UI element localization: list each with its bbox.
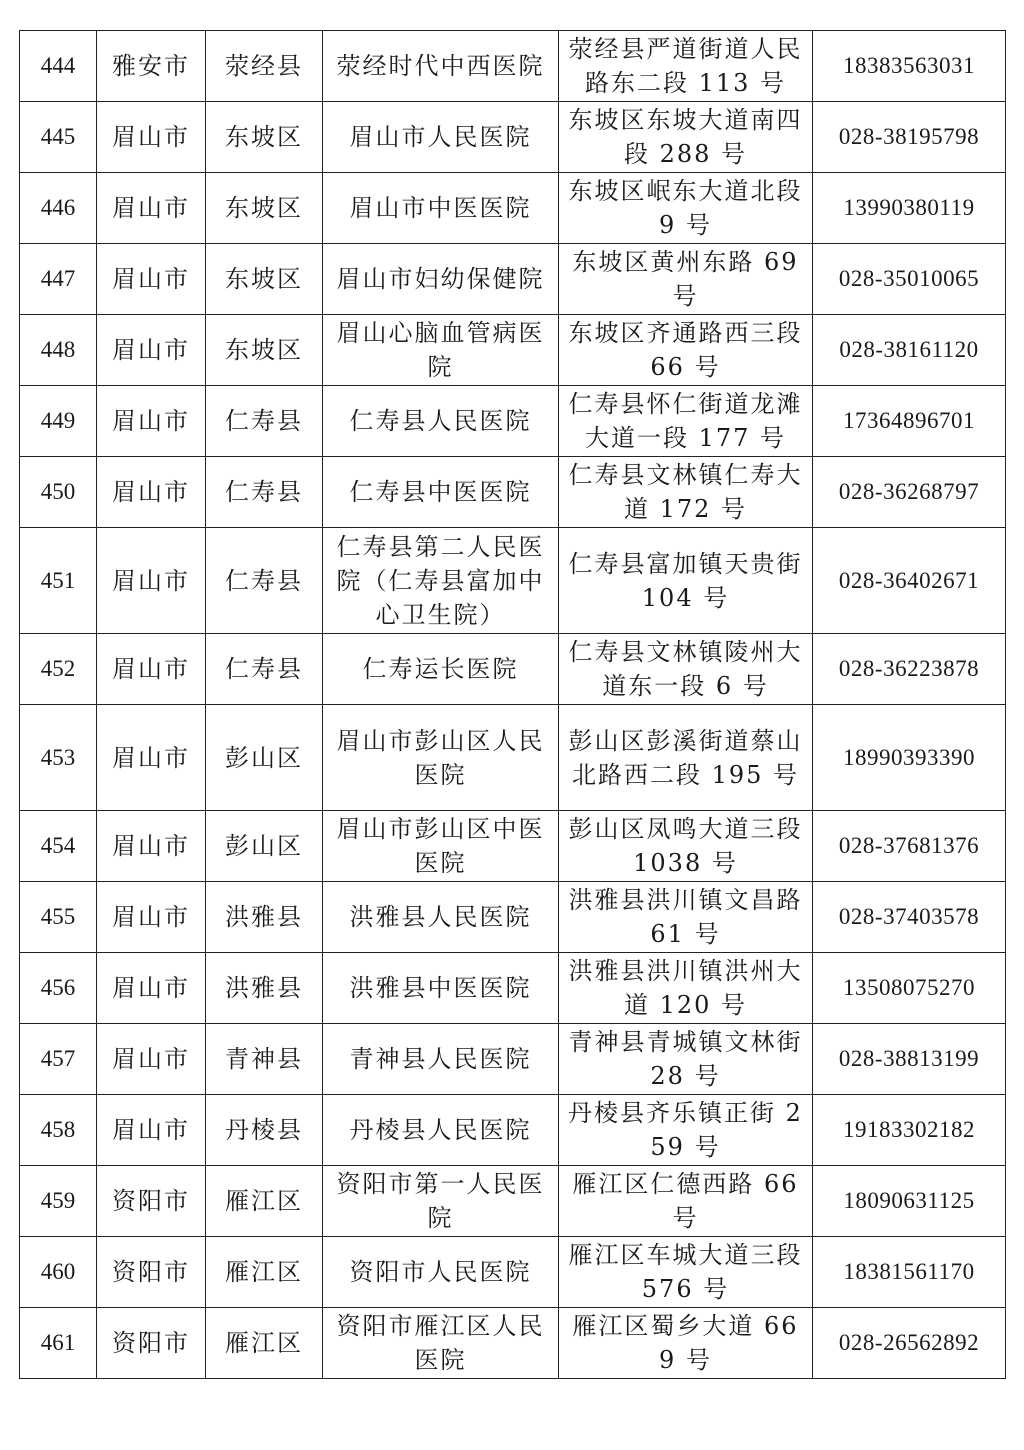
city-cell: 眉山市 <box>97 315 206 386</box>
hospital-name-cell: 资阳市人民医院 <box>323 1237 559 1308</box>
hospital-name-cell: 眉山心脑血管病医院 <box>323 315 559 386</box>
county-cell: 洪雅县 <box>206 953 323 1024</box>
phone-cell: 17364896701 <box>813 386 1006 457</box>
county-cell: 仁寿县 <box>206 528 323 634</box>
county-cell: 仁寿县 <box>206 634 323 705</box>
row-number-cell: 461 <box>20 1308 97 1379</box>
row-number-cell: 456 <box>20 953 97 1024</box>
phone-cell: 028-35010065 <box>813 244 1006 315</box>
table-row <box>20 1166 1006 1237</box>
address-cell: 雁江区仁德西路 66 号 <box>559 1166 813 1237</box>
county-cell: 洪雅县 <box>206 882 323 953</box>
row-number-cell: 452 <box>20 634 97 705</box>
row-number-cell: 450 <box>20 457 97 528</box>
phone-cell: 028-38813199 <box>813 1024 1006 1095</box>
table-row <box>20 315 1006 386</box>
city-cell: 眉山市 <box>97 102 206 173</box>
address-cell: 东坡区齐通路西三段 66 号 <box>559 315 813 386</box>
city-cell: 资阳市 <box>97 1308 206 1379</box>
county-cell: 雁江区 <box>206 1237 323 1308</box>
phone-cell: 19183302182 <box>813 1095 1006 1166</box>
county-cell: 青神县 <box>206 1024 323 1095</box>
row-number-cell: 458 <box>20 1095 97 1166</box>
phone-cell: 028-37681376 <box>813 811 1006 882</box>
row-number-cell: 457 <box>20 1024 97 1095</box>
table-row <box>20 634 1006 705</box>
city-cell: 眉山市 <box>97 1024 206 1095</box>
row-number-cell: 445 <box>20 102 97 173</box>
address-cell: 荥经县严道街道人民路东二段 113 号 <box>559 31 813 102</box>
hospital-name-cell: 资阳市雁江区人民医院 <box>323 1308 559 1379</box>
table-row <box>20 882 1006 953</box>
phone-cell: 18990393390 <box>813 705 1006 811</box>
county-cell: 雁江区 <box>206 1166 323 1237</box>
row-number-cell: 446 <box>20 173 97 244</box>
address-cell: 彭山区凤鸣大道三段 1038 号 <box>559 811 813 882</box>
row-number-cell: 459 <box>20 1166 97 1237</box>
hospital-name-cell: 资阳市第一人民医院 <box>323 1166 559 1237</box>
table-row <box>20 1237 1006 1308</box>
table-row <box>20 1308 1006 1379</box>
county-cell: 仁寿县 <box>206 457 323 528</box>
phone-cell: 18381561170 <box>813 1237 1006 1308</box>
address-cell: 洪雅县洪川镇文昌路 61 号 <box>559 882 813 953</box>
county-cell: 东坡区 <box>206 173 323 244</box>
table-row <box>20 457 1006 528</box>
address-cell: 雁江区车城大道三段 576 号 <box>559 1237 813 1308</box>
row-number-cell: 447 <box>20 244 97 315</box>
county-cell: 东坡区 <box>206 315 323 386</box>
address-cell: 仁寿县文林镇仁寿大道 172 号 <box>559 457 813 528</box>
row-number-cell: 455 <box>20 882 97 953</box>
hospital-name-cell: 仁寿县中医医院 <box>323 457 559 528</box>
address-cell: 东坡区黄州东路 69 号 <box>559 244 813 315</box>
county-cell: 丹棱县 <box>206 1095 323 1166</box>
county-cell: 仁寿县 <box>206 386 323 457</box>
table-row <box>20 1095 1006 1166</box>
address-cell: 青神县青城镇文林街 28 号 <box>559 1024 813 1095</box>
address-cell: 东坡区岷东大道北段 9 号 <box>559 173 813 244</box>
table-row <box>20 31 1006 102</box>
table-row <box>20 1024 1006 1095</box>
table-body <box>20 31 1006 1379</box>
address-cell: 彭山区彭溪街道蔡山北路西二段 195 号 <box>559 705 813 811</box>
hospital-name-cell: 眉山市彭山区人民医院 <box>323 705 559 811</box>
hospital-name-cell: 仁寿运长医院 <box>323 634 559 705</box>
row-number-cell: 453 <box>20 705 97 811</box>
phone-cell: 13990380119 <box>813 173 1006 244</box>
hospital-name-cell: 眉山市中医医院 <box>323 173 559 244</box>
row-number-cell: 444 <box>20 31 97 102</box>
address-cell: 东坡区东坡大道南四段 288 号 <box>559 102 813 173</box>
table-row <box>20 173 1006 244</box>
city-cell: 眉山市 <box>97 1095 206 1166</box>
table-row <box>20 953 1006 1024</box>
row-number-cell: 449 <box>20 386 97 457</box>
city-cell: 眉山市 <box>97 634 206 705</box>
phone-cell: 18090631125 <box>813 1166 1006 1237</box>
row-number-cell: 454 <box>20 811 97 882</box>
hospital-name-cell: 眉山市彭山区中医医院 <box>323 811 559 882</box>
phone-cell: 13508075270 <box>813 953 1006 1024</box>
city-cell: 眉山市 <box>97 244 206 315</box>
phone-cell: 028-36223878 <box>813 634 1006 705</box>
table-row <box>20 528 1006 634</box>
hospital-name-cell: 荥经时代中西医院 <box>323 31 559 102</box>
city-cell: 眉山市 <box>97 528 206 634</box>
phone-cell: 028-26562892 <box>813 1308 1006 1379</box>
phone-cell: 028-37403578 <box>813 882 1006 953</box>
city-cell: 资阳市 <box>97 1166 206 1237</box>
address-cell: 丹棱县齐乐镇正街 259 号 <box>559 1095 813 1166</box>
table-row <box>20 705 1006 811</box>
city-cell: 眉山市 <box>97 882 206 953</box>
county-cell: 雁江区 <box>206 1308 323 1379</box>
address-cell: 仁寿县文林镇陵州大道东一段 6 号 <box>559 634 813 705</box>
city-cell: 眉山市 <box>97 386 206 457</box>
county-cell: 彭山区 <box>206 705 323 811</box>
city-cell: 雅安市 <box>97 31 206 102</box>
city-cell: 眉山市 <box>97 953 206 1024</box>
table-row <box>20 102 1006 173</box>
city-cell: 眉山市 <box>97 811 206 882</box>
city-cell: 眉山市 <box>97 173 206 244</box>
hospital-name-cell: 仁寿县人民医院 <box>323 386 559 457</box>
table-row <box>20 386 1006 457</box>
hospital-name-cell: 丹棱县人民医院 <box>323 1095 559 1166</box>
table-row <box>20 244 1006 315</box>
phone-cell: 028-38161120 <box>813 315 1006 386</box>
phone-cell: 028-36268797 <box>813 457 1006 528</box>
city-cell: 眉山市 <box>97 457 206 528</box>
address-cell: 仁寿县怀仁街道龙滩大道一段 177 号 <box>559 386 813 457</box>
hospital-name-cell: 青神县人民医院 <box>323 1024 559 1095</box>
county-cell: 东坡区 <box>206 244 323 315</box>
phone-cell: 18383563031 <box>813 31 1006 102</box>
row-number-cell: 451 <box>20 528 97 634</box>
table-row <box>20 811 1006 882</box>
hospital-name-cell: 洪雅县人民医院 <box>323 882 559 953</box>
hospital-table <box>19 30 1006 1379</box>
address-cell: 雁江区蜀乡大道 669 号 <box>559 1308 813 1379</box>
phone-cell: 028-36402671 <box>813 528 1006 634</box>
county-cell: 彭山区 <box>206 811 323 882</box>
row-number-cell: 460 <box>20 1237 97 1308</box>
row-number-cell: 448 <box>20 315 97 386</box>
address-cell: 洪雅县洪川镇洪州大道 120 号 <box>559 953 813 1024</box>
city-cell: 眉山市 <box>97 705 206 811</box>
county-cell: 荥经县 <box>206 31 323 102</box>
hospital-name-cell: 仁寿县第二人民医院（仁寿县富加中心卫生院） <box>323 528 559 634</box>
hospital-name-cell: 眉山市人民医院 <box>323 102 559 173</box>
county-cell: 东坡区 <box>206 102 323 173</box>
hospital-name-cell: 眉山市妇幼保健院 <box>323 244 559 315</box>
address-cell: 仁寿县富加镇天贵街 104 号 <box>559 528 813 634</box>
hospital-name-cell: 洪雅县中医医院 <box>323 953 559 1024</box>
city-cell: 资阳市 <box>97 1237 206 1308</box>
phone-cell: 028-38195798 <box>813 102 1006 173</box>
